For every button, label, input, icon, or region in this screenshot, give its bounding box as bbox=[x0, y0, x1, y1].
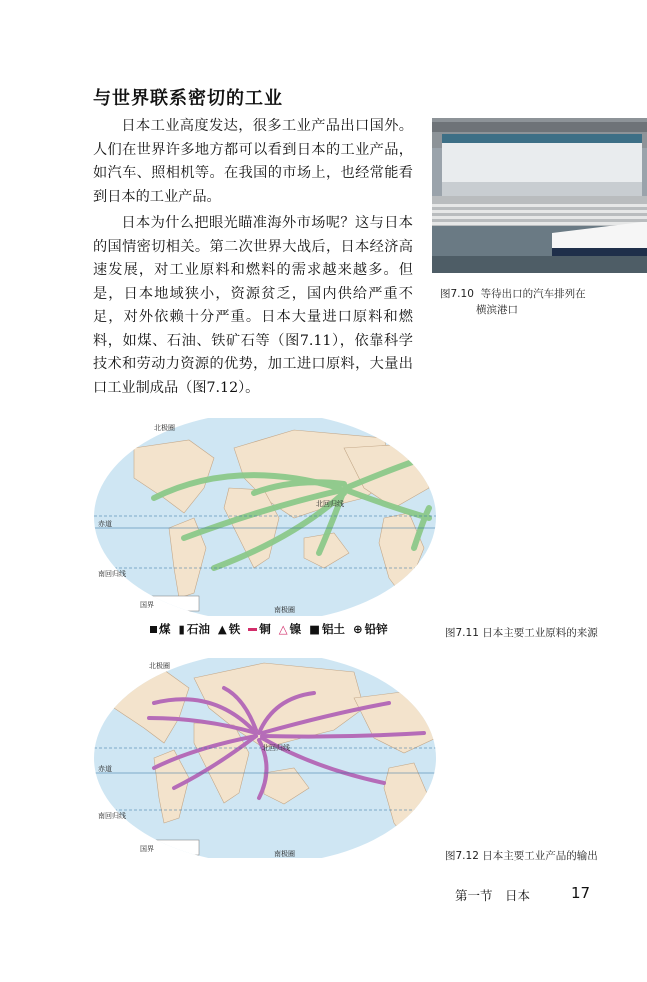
legend-lead-zinc: ⊕ 铅锌 bbox=[352, 622, 388, 636]
map1-label-arctic: 北极圈 bbox=[154, 424, 175, 432]
photo-caption-number: 图7.10 bbox=[440, 288, 474, 300]
legend-coal: 煤 bbox=[150, 621, 171, 637]
legend-nickel: △ 镍 bbox=[278, 622, 302, 636]
legend-bauxite: ■ 铝土 bbox=[309, 622, 345, 636]
section-title: 与世界联系密切的工业 bbox=[93, 88, 283, 109]
map1-label-antarctic: 南极圈 bbox=[274, 606, 295, 614]
map1-caption: 图7.11 日本主要工业原料的来源 bbox=[445, 627, 598, 639]
oil-icon: ▮ bbox=[178, 622, 185, 636]
map2-label-equator: 赤道 bbox=[98, 765, 112, 773]
legend-iron: ▲ 铁 bbox=[217, 622, 241, 636]
bauxite-icon: ■ bbox=[309, 622, 320, 636]
map1-label-equator: 赤道 bbox=[98, 520, 112, 528]
paragraph-2: 日本为什么把眼光瞄准海外市场呢？这与日本的国情密切相关。第二次世界大战后，日本经济高速发展，对工业原料和燃料的需求越来越多。但是，日本地域狭小，资源贫乏，国内供给严重不足，对外依赖十分严重。日本大量进口原料和燃料，如煤、石油、铁矿石等（图7.11），依靠科学技术和劳动力资源的优势，加工进口原料，大量出口工业制成品（图7.12）。 bbox=[93, 215, 413, 396]
map2-label-tropic-s: 南回归线 bbox=[98, 812, 126, 820]
page-number: 17 bbox=[571, 884, 591, 902]
nickel-icon: △ bbox=[278, 622, 288, 636]
map2-label-tropic-n: 北回归线 bbox=[262, 744, 290, 752]
map2-label-border: 国界 bbox=[140, 845, 154, 853]
map-industrial-exports bbox=[94, 658, 436, 858]
paragraph-1: 日本工业高度发达，很多工业产品出口国外。人们在世界许多地方都可以看到日本的工业产品，如汽车、照相机等。在我国的市场上，也经常能看到日本的工业产品。 bbox=[93, 118, 413, 205]
photo-caption-line2: 横滨港口 bbox=[476, 304, 518, 316]
iron-icon: ▲ bbox=[217, 622, 227, 636]
map2-label-antarctic: 南极圈 bbox=[274, 850, 295, 858]
map1-label-border: 国界 bbox=[140, 601, 154, 609]
copper-icon bbox=[248, 628, 257, 631]
photo-caption bbox=[440, 286, 586, 318]
coal-icon bbox=[150, 626, 157, 633]
map1-legend bbox=[150, 621, 388, 637]
lead-zinc-icon: ⊕ bbox=[352, 622, 363, 636]
map2-label-arctic: 北极圈 bbox=[149, 662, 170, 670]
map-raw-materials bbox=[94, 418, 436, 616]
map1-label-tropic-s: 南回归线 bbox=[98, 570, 126, 578]
map1-label-tropic-n: 北回归线 bbox=[316, 500, 344, 508]
footer-section: 第一节 日本 bbox=[455, 888, 531, 903]
legend-oil: ▮ 石油 bbox=[178, 622, 210, 636]
legend-copper: 铜 bbox=[248, 621, 271, 637]
map2-caption: 图7.12 日本主要工业产品的输出 bbox=[445, 850, 598, 862]
photo-caption-line1: 等待出口的汽车排列在 bbox=[480, 288, 586, 300]
yokohama-port-photo bbox=[432, 118, 647, 273]
